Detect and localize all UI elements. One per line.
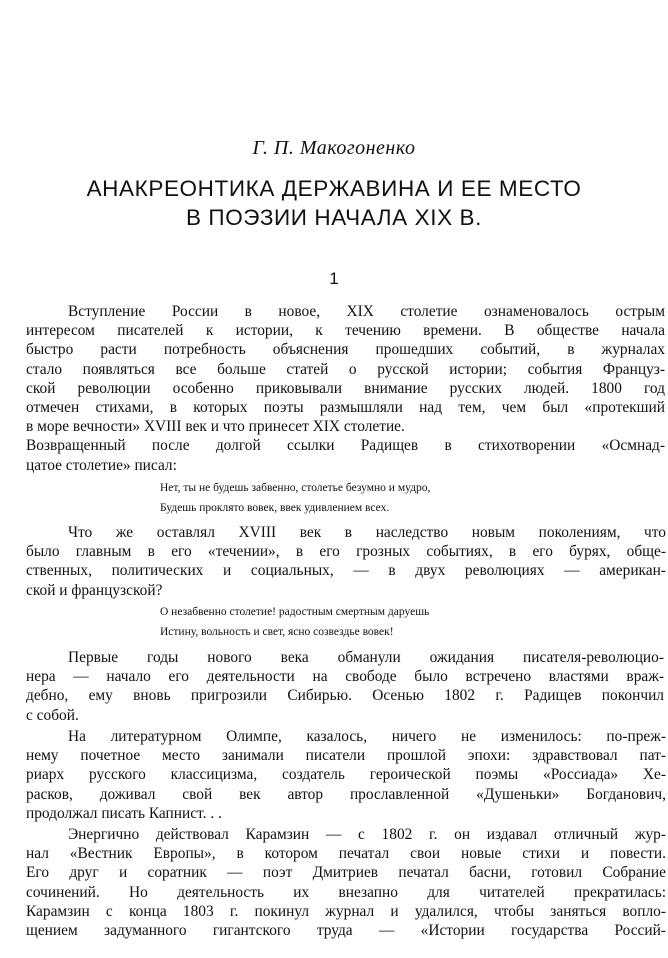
text-line: нал «Вестник Европы», в котором печатал свои новые стихи и повести. [26,845,666,863]
text-line: было главным в его «течении», в его грозных событиях, в его бурях, обще- [26,543,666,561]
text-line: Карамзин с конца 1803 г. покинул журнал и удалился, чтобы заняться вопло- [26,902,666,920]
verse-line: Истину, вольность и свет, ясно созвездье вовек! [160,626,394,638]
article-title [40,174,628,232]
text-line: риарх русского классицизма, создатель героической поэмы «Россиада» Хе- [26,766,666,784]
text-line: Что же оставлял XVIII век в наследство новым поколениям, что [68,524,666,541]
verse-quote [160,478,430,518]
text-line: ской и французской? [26,581,163,599]
author-name: Г. П. Макогоненко [252,137,416,159]
paragraph [26,727,666,823]
text-line: расков, доживал свой век автор прославленной «Душеньки» Богданович, [26,785,666,803]
text-line: Его друг и соратник — поэт Дмитриев печатал басни, готовил Собрание [26,864,666,882]
paragraph [26,648,664,725]
text-line: нему почетное место занимали писатели прошлой эпохи: здравствовал пат- [26,747,666,765]
text-line: Вступление России в новое, XIX столетие ознаменовалось острым [68,303,665,320]
text-line: Энергично действовал Карамзин — с 1802 г. он издавал отличный жур- [68,826,666,843]
text-line: нера — начало его деятельности на свободе было встречено властями враж- [26,668,664,686]
text-line: сочинений. Но деятельность их внезапно для читателей прекратилась: [26,883,666,901]
paragraph [26,302,665,475]
title-line: АНАКРЕОНТИКА ДЕРЖАВИНА И ЕЕ МЕСТО [86,176,582,201]
paragraph [26,825,666,940]
text-line: отмечен стихами, в которых поэты размышляли над тем, чем был «протекший [26,398,665,416]
section-number: 1 [329,269,339,288]
text-line: Возвращенный после долгой ссылки Радищев в стихотворении «Осмнад- [26,437,665,455]
text-line: с собой. [26,706,79,724]
paragraph [26,523,666,600]
text-line: цатое столетие» писал: [26,456,177,474]
title-line: В ПОЭЗИИ НАЧАЛА XIX В. [185,205,483,230]
text-line: ской революции особенно приковывали внимание русских людей. 1800 год [26,379,665,397]
text-line: стало появляться все больше статей о русской истории; события Француз- [26,360,665,378]
verse-line: Будешь проклято вовек, ввек удивлением всех. [160,502,390,514]
text-line: интересом писателей к истории, к течению времени. В обществе начала [26,322,665,340]
verse-line: О незабвенно столетие! радостным смертным даруешь [160,606,430,618]
verse-line: Нет, ты не будешь забвенно, столетье безумно и мудро, [160,482,431,494]
text-line: ственных, политических и социальных, — в двух революциях — американ- [26,562,666,580]
text-line: На литературном Олимпе, казалось, ничего не изменилось: по-преж- [68,728,666,745]
text-line: в море вечности» XVIII век и что принесет XIX столетие. [26,418,405,436]
text-line: Первые годы нового века обманули ожидания писателя-революцио- [68,649,664,666]
verse-quote [160,602,429,642]
text-line: быстро расти потребность объяснения прошедших событий, в журналах [26,341,665,359]
text-line: продолжал писать Капнист. . . [26,804,222,822]
text-line: щением задуманного гигантского труда — «Истории государства Россий- [26,921,666,939]
text-line: дебно, ему вновь пригрозили Сибирью. Осенью 1802 г. Радищев покончил [26,687,664,705]
